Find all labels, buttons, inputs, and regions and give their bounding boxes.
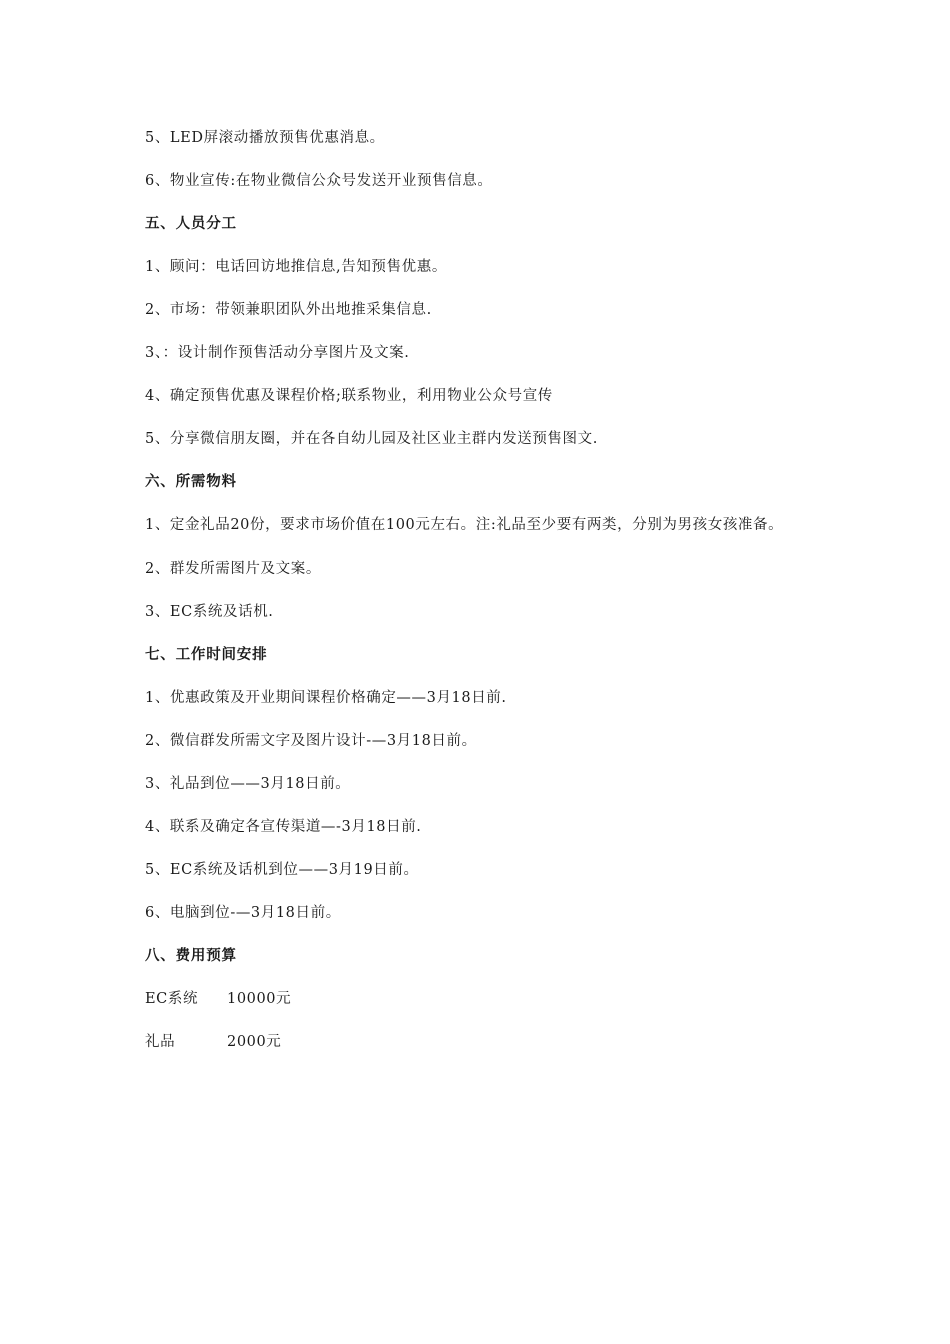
- section-heading-materials: 六、所需物料: [145, 474, 237, 490]
- budget-item-amount: 2000元: [227, 1034, 282, 1050]
- budget-item-name: 礼品: [145, 1034, 176, 1050]
- schedule-item: 6、电脑到位-—3月18日前。: [145, 905, 341, 921]
- budget-row: [145, 986, 810, 1012]
- materials-item: 3、EC系统及话机.: [145, 604, 274, 620]
- staffing-item: 1、顾问：电话回访地推信息,告知预售优惠。: [145, 259, 447, 275]
- section-heading-budget: 八、费用预算: [145, 948, 237, 964]
- document-content: [145, 125, 810, 1072]
- schedule-item: 2、微信群发所需文字及图片设计-—3月18日前。: [145, 733, 477, 749]
- section-heading-staffing: 五、人员分工: [145, 216, 237, 232]
- materials-item: 2、群发所需图片及文案。: [145, 561, 321, 577]
- schedule-item: 3、礼品到位——3月18日前。: [145, 776, 351, 792]
- schedule-item: 1、优惠政策及开业期间课程价格确定——3月18日前.: [145, 690, 507, 706]
- staffing-item: 3、：设计制作预售活动分享图片及文案.: [145, 345, 410, 361]
- budget-row: [145, 1029, 810, 1055]
- staffing-item: 4、确定预售优惠及课程价格;联系物业，利用物业公众号宣传: [145, 388, 553, 404]
- schedule-item: 5、EC系统及话机到位——3月19日前。: [145, 862, 419, 878]
- staffing-item: 2、市场：带领兼职团队外出地推采集信息.: [145, 302, 432, 318]
- paragraph-property-promo: 6、物业宣传:在物业微信公众号发送开业预售信息。: [145, 173, 493, 189]
- section-heading-schedule: 七、工作时间安排: [145, 647, 268, 663]
- budget-item-amount: 10000元: [227, 991, 292, 1007]
- staffing-item: 5、分享微信朋友圈，并在各自幼儿园及社区业主群内发送预售图文.: [145, 431, 598, 447]
- budget-item-name: EC系统: [145, 991, 199, 1007]
- schedule-item: 4、联系及确定各宣传渠道—-3月18日前.: [145, 819, 422, 835]
- paragraph-led-screen: 5、LED屏滚动播放预售优惠消息。: [145, 130, 385, 146]
- materials-item: 1、定金礼品20份，要求市场价值在100元左右。注:礼品至少要有两类，分别为男孩女孩准备。: [145, 517, 784, 533]
